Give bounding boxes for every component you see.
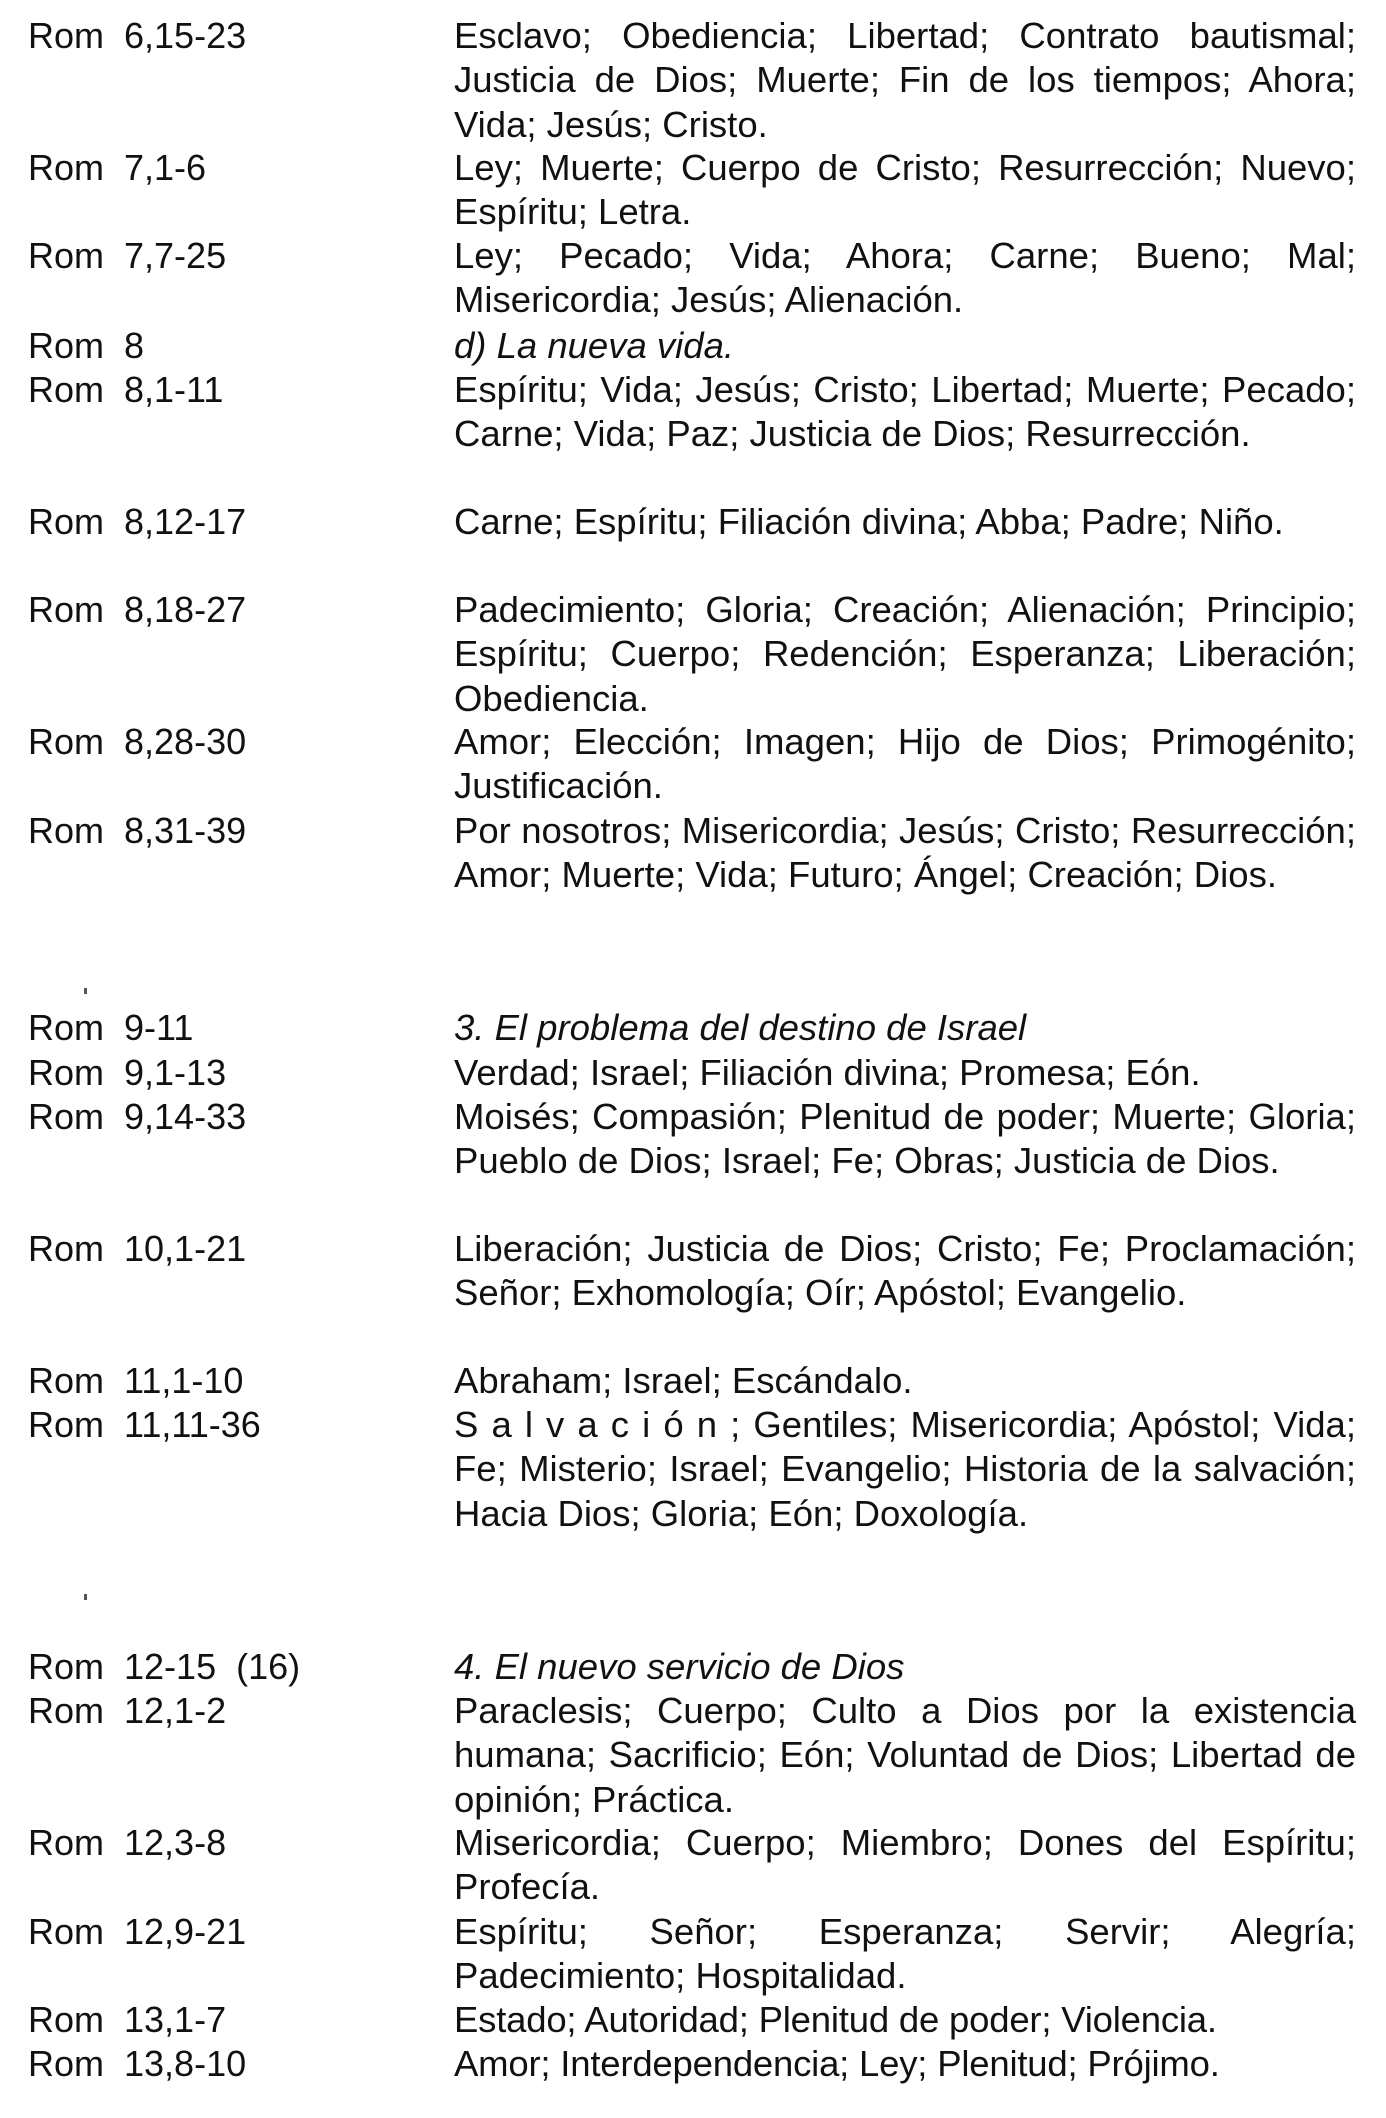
- entry-keywords: Espíritu; Vida; Jesús; Cristo; Libertad; Muerte; Pecado; Carne; Vida; Paz; Justicia de Dios; Resurrección.: [454, 369, 1356, 455]
- entry-reference: Rom 7,7-25: [28, 235, 227, 276]
- entry-keywords: Estado; Autoridad; Plenitud de poder; Violencia.: [454, 1999, 1217, 2040]
- index-entry: [0, 234, 1386, 321]
- entry-keywords: Esclavo; Obediencia; Libertad; Contrato bautismal; Justicia de Dios; Muerte; Fin de los tiempos; Ahora; Vida; Jesús; Cristo.: [454, 15, 1356, 145]
- index-entry: [0, 14, 1386, 145]
- entry-reference: Rom 8,18-27: [28, 589, 247, 630]
- entry-keywords: Ley; Muerte; Cuerpo de Cristo; Resurrección; Nuevo; Espíritu; Letra.: [454, 147, 1356, 233]
- section-heading: 3. El problema del destino de Israel: [454, 1007, 1027, 1048]
- entry-reference: Rom 12-15 (16): [28, 1646, 301, 1687]
- print-speck: [84, 988, 87, 994]
- entry-reference: Rom 11,11-36: [28, 1404, 261, 1445]
- index-entry: [0, 2042, 1386, 2102]
- entry-keywords: Padecimiento; Gloria; Creación; Alienación; Principio; Espíritu; Cuerpo; Redención; Esperanza; Liberación; Obediencia.: [454, 589, 1356, 719]
- entry-keywords: Ley; Pecado; Vida; Ahora; Carne; Bueno; Mal; Misericordia; Jesús; Alienación.: [454, 235, 1356, 321]
- entry-keywords: Amor; Interdependencia; Ley; Plenitud; Prójimo.: [454, 2043, 1220, 2084]
- section-heading: 4. El nuevo servicio de Dios: [454, 1646, 905, 1687]
- entry-reference: Rom 11,1-10: [28, 1360, 244, 1401]
- entry-reference: Rom 10,1-21: [28, 1228, 247, 1269]
- entry-reference: Rom 9,1-13: [28, 1052, 227, 1093]
- index-entry: [0, 1821, 1386, 1908]
- entry-reference: Rom 9-11: [28, 1007, 194, 1048]
- entry-keywords: Moisés; Compasión; Plenitud de poder; Muerte; Gloria; Pueblo de Dios; Israel; Fe; Obras; Justicia de Dios.: [454, 1096, 1356, 1182]
- entry-reference: Rom 8,1-11: [28, 369, 224, 410]
- entry-keywords: Abraham; Israel; Escándalo.: [454, 1360, 913, 1401]
- entry-keywords: Espíritu; Señor; Esperanza; Servir; Alegría; Padecimiento; Hospitalidad.: [454, 1911, 1356, 1997]
- section-heading: d) La nueva vida.: [454, 325, 735, 366]
- index-entry: [0, 500, 1386, 560]
- index-entry: [0, 588, 1386, 719]
- print-speck: [84, 1594, 87, 1600]
- entry-reference: Rom 9,14-33: [28, 1096, 247, 1137]
- entry-reference: Rom 12,3-8: [28, 1822, 227, 1863]
- entry-reference: Rom 12,9-21: [28, 1911, 247, 1952]
- entry-keywords: S a l v a c i ó n ; Gentiles; Misericordia; Apóstol; Vida; Fe; Misterio; Israel; Evangelio; Historia de la salvación; Hacia Dios; Gloria; Eón; Doxología.: [454, 1404, 1356, 1534]
- entry-keywords: Misericordia; Cuerpo; Miembro; Dones del Espíritu; Profecía.: [454, 1822, 1356, 1908]
- index-entry: [0, 1095, 1386, 1182]
- entry-keywords: Liberación; Justicia de Dios; Cristo; Fe; Proclamación; Señor; Exhomología; Oír; Apóstol; Evangelio.: [454, 1228, 1356, 1314]
- entry-keywords: Amor; Elección; Imagen; Hijo de Dios; Primogénito; Justificación.: [454, 721, 1356, 807]
- entry-reference: Rom 8,28-30: [28, 721, 247, 762]
- entry-keywords: Carne; Espíritu; Filiación divina; Abba; Padre; Niño.: [454, 501, 1284, 542]
- entry-reference: Rom 7,1-6: [28, 147, 207, 188]
- index-entry: [0, 146, 1386, 233]
- index-entry: [0, 1403, 1386, 1534]
- index-entry: [0, 368, 1386, 455]
- entry-reference: Rom 8,12-17: [28, 501, 247, 542]
- index-entry: [0, 809, 1386, 896]
- entry-keywords: Paraclesis; Cuerpo; Culto a Dios por la existencia humana; Sacrificio; Eón; Voluntad de Dios; Libertad de opinión; Práctica.: [454, 1690, 1356, 1820]
- index-entry: [0, 1227, 1386, 1314]
- entry-reference: Rom 13,8-10: [28, 2043, 247, 2084]
- entry-reference: Rom 6,15-23: [28, 15, 247, 56]
- index-entry: [0, 1689, 1386, 1820]
- entry-reference: Rom 8,31-39: [28, 810, 247, 851]
- entry-reference: Rom 8: [28, 325, 145, 366]
- entry-keywords: Verdad; Israel; Filiación divina; Promesa; Eón.: [454, 1052, 1201, 1093]
- entry-reference: Rom 13,1-7: [28, 1999, 227, 2040]
- index-entry: [0, 1910, 1386, 1997]
- entry-keywords: Por nosotros; Misericordia; Jesús; Cristo; Resurrección; Amor; Muerte; Vida; Futuro; Ángel; Creación; Dios.: [454, 810, 1356, 896]
- index-entry: [0, 720, 1386, 807]
- entry-reference: Rom 12,1-2: [28, 1690, 227, 1731]
